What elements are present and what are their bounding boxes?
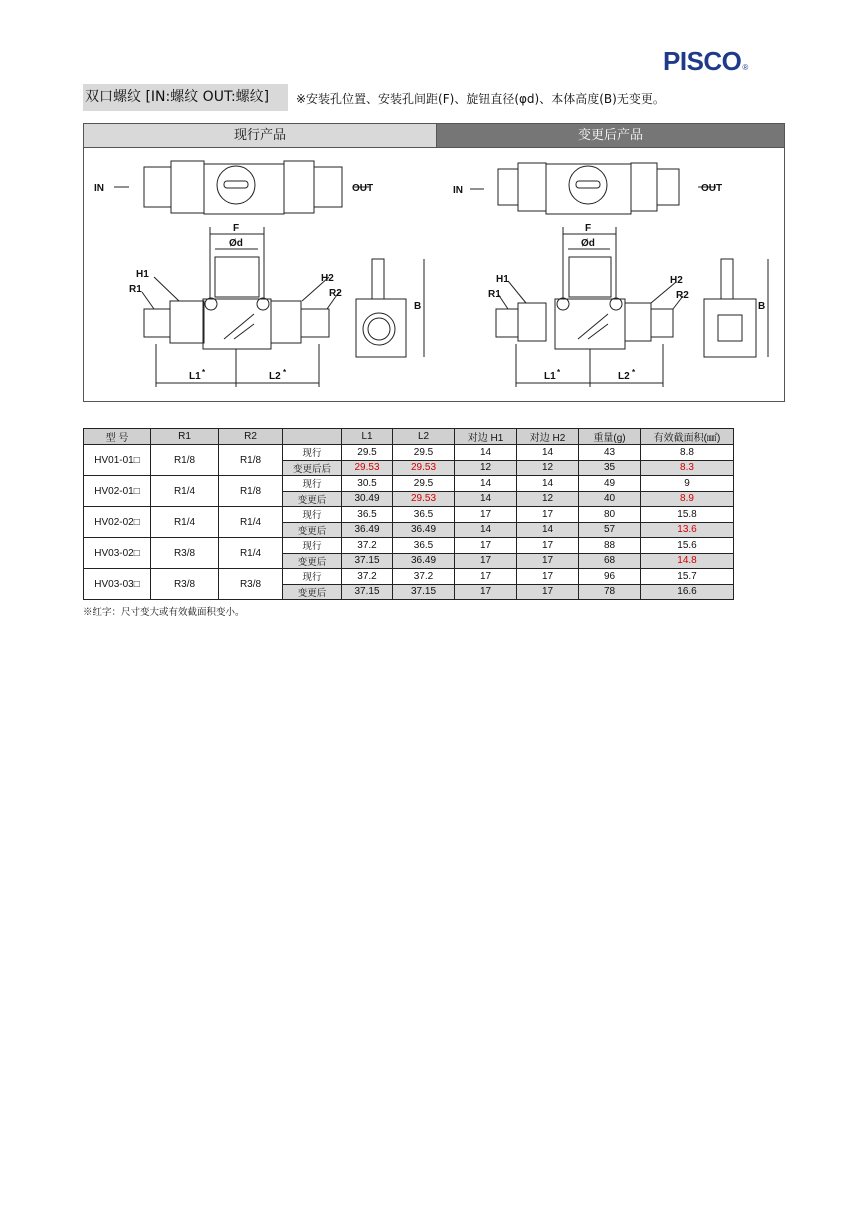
cell-h2: 17 xyxy=(517,507,579,523)
col-h2: 对边 H2 xyxy=(517,429,579,445)
cell-version-label: 现行 xyxy=(283,538,342,554)
d-label: Ød xyxy=(229,238,243,249)
cell-weight: 40 xyxy=(579,491,641,507)
cell-h2: 14 xyxy=(517,522,579,538)
cell-area: 15.7 xyxy=(641,569,734,585)
cell-area: 13.6 xyxy=(641,522,734,538)
footnote: ※红字：尺寸变大或有效截面积变小。 xyxy=(83,607,245,618)
cell-weight: 78 xyxy=(579,584,641,600)
current-product-drawing xyxy=(84,149,437,401)
cell-l2: 29.53 xyxy=(393,460,455,476)
col-l2: L2 xyxy=(393,429,455,445)
table-row xyxy=(84,507,734,523)
cell-l2: 29.53 xyxy=(393,491,455,507)
col-version xyxy=(283,429,342,445)
out-label-changed: OUT xyxy=(701,183,723,194)
changed-product-header: 变更后产品 xyxy=(437,124,784,148)
cell-h2: 14 xyxy=(517,445,579,461)
h2-label-changed: H2 xyxy=(670,275,683,286)
cell-version-label: 变更后 xyxy=(283,584,342,600)
in-label: IN xyxy=(94,183,104,194)
cell-h2: 17 xyxy=(517,569,579,585)
pisco-logo: PISCO® xyxy=(663,46,748,76)
cell-r2: R1/4 xyxy=(219,538,283,569)
cell-l1: 30.5 xyxy=(342,476,393,492)
cell-h1: 14 xyxy=(455,491,517,507)
cell-area: 8.8 xyxy=(641,445,734,461)
cell-h1: 17 xyxy=(455,569,517,585)
col-h1: 对边 H1 xyxy=(455,429,517,445)
cell-h1: 14 xyxy=(455,476,517,492)
b-label-changed: B xyxy=(758,301,766,312)
cell-weight: 88 xyxy=(579,538,641,554)
col-weight: 重量(g) xyxy=(579,429,641,445)
table-row xyxy=(84,569,734,585)
changed-product-drawing xyxy=(438,149,784,401)
cell-weight: 43 xyxy=(579,445,641,461)
cell-model: HV01-01□ xyxy=(84,445,151,476)
cell-l2: 29.5 xyxy=(393,445,455,461)
cell-r2: R1/8 xyxy=(219,476,283,507)
change-note: ※安装孔位置、安装孔间距(F)、旋钮直径(φd)、本体高度(B)无变更。 xyxy=(296,92,665,106)
cell-r1: R1/4 xyxy=(151,476,219,507)
cell-l1: 37.2 xyxy=(342,538,393,554)
cell-version-label: 现行 xyxy=(283,507,342,523)
col-area: 有效截面积(㎟) xyxy=(641,429,734,445)
f-label: F xyxy=(233,223,240,234)
cell-h2: 12 xyxy=(517,491,579,507)
cell-l2: 36.49 xyxy=(393,553,455,569)
cell-h1: 14 xyxy=(455,522,517,538)
r2-label: R2 xyxy=(329,288,342,299)
cell-l2: 36.5 xyxy=(393,538,455,554)
table-header-row xyxy=(84,429,734,445)
cell-area: 8.3 xyxy=(641,460,734,476)
l1-label-changed: L1 xyxy=(544,371,556,382)
table-row xyxy=(84,538,734,554)
cell-l2: 36.49 xyxy=(393,522,455,538)
out-label: OUT xyxy=(352,183,374,194)
r1-label: R1 xyxy=(129,284,142,295)
cell-version-label: 变更后后 xyxy=(283,460,342,476)
in-label-changed: IN xyxy=(453,185,463,196)
cell-area: 15.6 xyxy=(641,538,734,554)
cell-h1: 12 xyxy=(455,460,517,476)
cell-h2: 17 xyxy=(517,584,579,600)
cell-weight: 49 xyxy=(579,476,641,492)
cell-l2: 36.5 xyxy=(393,507,455,523)
spec-table xyxy=(83,428,734,600)
current-product-header: 现行产品 xyxy=(84,124,437,148)
cell-r1: R1/4 xyxy=(151,507,219,538)
cell-version-label: 现行 xyxy=(283,476,342,492)
cell-l1: 37.15 xyxy=(342,584,393,600)
cell-h1: 17 xyxy=(455,507,517,523)
cell-version-label: 变更后 xyxy=(283,553,342,569)
cell-h2: 17 xyxy=(517,553,579,569)
cell-r2: R1/4 xyxy=(219,507,283,538)
l2-star-changed: * xyxy=(632,368,636,377)
l1-label: L1 xyxy=(189,371,201,382)
cell-h1: 17 xyxy=(455,584,517,600)
l2-label-changed: L2 xyxy=(618,371,630,382)
cell-h2: 12 xyxy=(517,460,579,476)
col-model: 型 号 xyxy=(84,429,151,445)
cell-area: 14.8 xyxy=(641,553,734,569)
cell-version-label: 变更后 xyxy=(283,491,342,507)
cell-version-label: 现行 xyxy=(283,445,342,461)
cell-r1: R1/8 xyxy=(151,445,219,476)
b-label: B xyxy=(414,301,422,312)
cell-version-label: 现行 xyxy=(283,569,342,585)
cell-l1: 37.2 xyxy=(342,569,393,585)
l1-star-changed: * xyxy=(557,368,561,377)
section-title: 双口螺纹 [IN:螺纹 OUT:螺纹] xyxy=(83,84,288,111)
cell-h2: 17 xyxy=(517,538,579,554)
col-r1: R1 xyxy=(151,429,219,445)
cell-model: HV03-02□ xyxy=(84,538,151,569)
cell-l2: 37.15 xyxy=(393,584,455,600)
cell-h1: 14 xyxy=(455,445,517,461)
cell-weight: 96 xyxy=(579,569,641,585)
cell-weight: 68 xyxy=(579,553,641,569)
cell-r2: R3/8 xyxy=(219,569,283,600)
cell-r1: R3/8 xyxy=(151,538,219,569)
table-row xyxy=(84,445,734,461)
cell-l1: 29.5 xyxy=(342,445,393,461)
cell-r2: R1/8 xyxy=(219,445,283,476)
cell-weight: 57 xyxy=(579,522,641,538)
cell-model: HV02-01□ xyxy=(84,476,151,507)
r2-label-changed: R2 xyxy=(676,290,689,301)
cell-weight: 35 xyxy=(579,460,641,476)
h2-label: H2 xyxy=(321,273,334,284)
drawing-comparison xyxy=(83,123,785,402)
cell-area: 16.6 xyxy=(641,584,734,600)
col-r2: R2 xyxy=(219,429,283,445)
cell-model: HV02-02□ xyxy=(84,507,151,538)
d-label-changed: Ød xyxy=(581,238,595,249)
cell-r1: R3/8 xyxy=(151,569,219,600)
cell-l1: 29.53 xyxy=(342,460,393,476)
cell-l1: 37.15 xyxy=(342,553,393,569)
cell-area: 15.8 xyxy=(641,507,734,523)
cell-l2: 29.5 xyxy=(393,476,455,492)
col-l1: L1 xyxy=(342,429,393,445)
l2-label: L2 xyxy=(269,371,281,382)
cell-model: HV03-03□ xyxy=(84,569,151,600)
cell-h2: 14 xyxy=(517,476,579,492)
cell-h1: 17 xyxy=(455,553,517,569)
cell-l1: 36.49 xyxy=(342,522,393,538)
cell-weight: 80 xyxy=(579,507,641,523)
h1-label: H1 xyxy=(136,269,149,280)
f-label-changed: F xyxy=(585,223,592,234)
l2-star: * xyxy=(283,368,287,377)
cell-l2: 37.2 xyxy=(393,569,455,585)
cell-l1: 30.49 xyxy=(342,491,393,507)
l1-star: * xyxy=(202,368,206,377)
cell-area: 9 xyxy=(641,476,734,492)
cell-l1: 36.5 xyxy=(342,507,393,523)
r1-label-changed: R1 xyxy=(488,289,501,300)
cell-h1: 17 xyxy=(455,538,517,554)
table-row xyxy=(84,476,734,492)
h1-label-changed: H1 xyxy=(496,274,509,285)
cell-version-label: 变更后 xyxy=(283,522,342,538)
cell-area: 8.9 xyxy=(641,491,734,507)
